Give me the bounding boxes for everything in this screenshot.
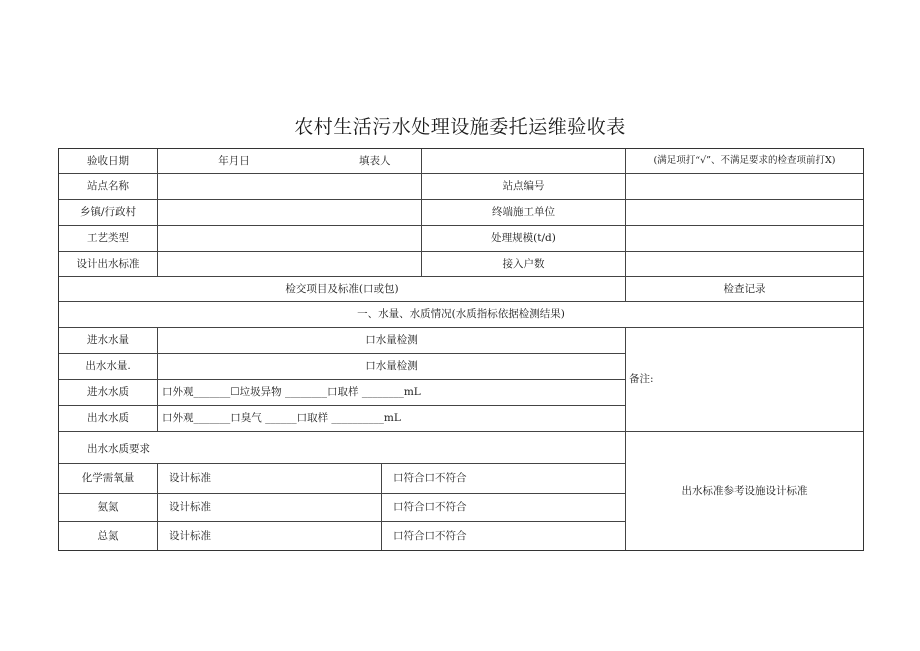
total-nitrogen-standard: 设计标准 (169, 529, 211, 542)
filler-label: 填表人 (359, 154, 391, 167)
remark-label: 备注: (629, 373, 654, 386)
inspection-items-header: 检交项目及标准(口或包) (285, 282, 399, 295)
filler-value[interactable] (422, 149, 625, 173)
outflow-quality-label: 出水水质 (87, 412, 129, 425)
date-value[interactable]: 年月日 (218, 154, 250, 167)
households-value[interactable] (626, 252, 863, 276)
effluent-reference-note: 出水标准参考设施设计标准 (681, 484, 808, 497)
site-number-value[interactable] (626, 174, 863, 199)
effluent-requirements-title: 出水水质要求 (87, 442, 150, 455)
inspection-record-header: 检查记录 (723, 282, 766, 295)
total-nitrogen-compliance[interactable]: 口符合口不符合 (393, 529, 467, 542)
cod-standard: 设计标准 (169, 472, 211, 485)
cod-label: 化学需氧量 (81, 472, 135, 485)
households-label: 接入户数 (502, 257, 545, 270)
cod-compliance[interactable]: 口符合口不符合 (393, 472, 467, 485)
inflow-quality-checks[interactable]: 口外观_______☐垃圾异物 ________口取样 ________mL (162, 386, 421, 399)
checkmark-note: (满足项打“√”、不满足要求的检查项前打X) (653, 155, 836, 167)
site-name-value[interactable] (158, 174, 421, 199)
form-title: 农村生活污水处理设施委托运维验收表 (294, 116, 626, 138)
col-divider (381, 463, 382, 550)
outflow-quality-checks[interactable]: 口外观_______口臭气 ______口取样 __________mL (162, 412, 401, 425)
site-name-label: 站点名称 (87, 180, 129, 193)
inflow-quality-label: 进水水质 (87, 386, 129, 399)
outflow-label: 出水水量. (85, 360, 131, 373)
date-label: 验收日期 (87, 154, 129, 167)
contractor-label: 终端施工单位 (492, 206, 555, 219)
outflow-check[interactable]: 口水量检测 (365, 360, 418, 373)
ammonia-label: 氨氮 (97, 501, 119, 514)
inflow-label: 进水水量 (87, 334, 129, 347)
contractor-value[interactable] (626, 200, 863, 225)
inflow-check[interactable]: 口水量检测 (365, 334, 418, 347)
town-value[interactable] (158, 200, 421, 225)
ammonia-compliance[interactable]: 口符合口不符合 (393, 501, 467, 514)
section-water-title: 一、水量、水质情况(水质指标依据检测结果) (357, 308, 565, 321)
effluent-standard-label: 设计出水标准 (76, 257, 140, 270)
ammonia-standard: 设计标准 (169, 501, 211, 514)
total-nitrogen-label: 总氮 (97, 529, 119, 542)
site-number-label: 站点编号 (502, 180, 545, 193)
town-label: 乡镇/行政村 (79, 206, 137, 219)
process-type-label: 工艺类型 (87, 232, 129, 245)
process-type-value[interactable] (158, 226, 421, 251)
effluent-standard-value[interactable] (158, 252, 421, 276)
col-divider (157, 463, 158, 550)
acceptance-form-table (58, 148, 864, 551)
treatment-scale-label: 处理规模(t/d) (491, 232, 556, 245)
treatment-scale-value[interactable] (626, 226, 863, 251)
